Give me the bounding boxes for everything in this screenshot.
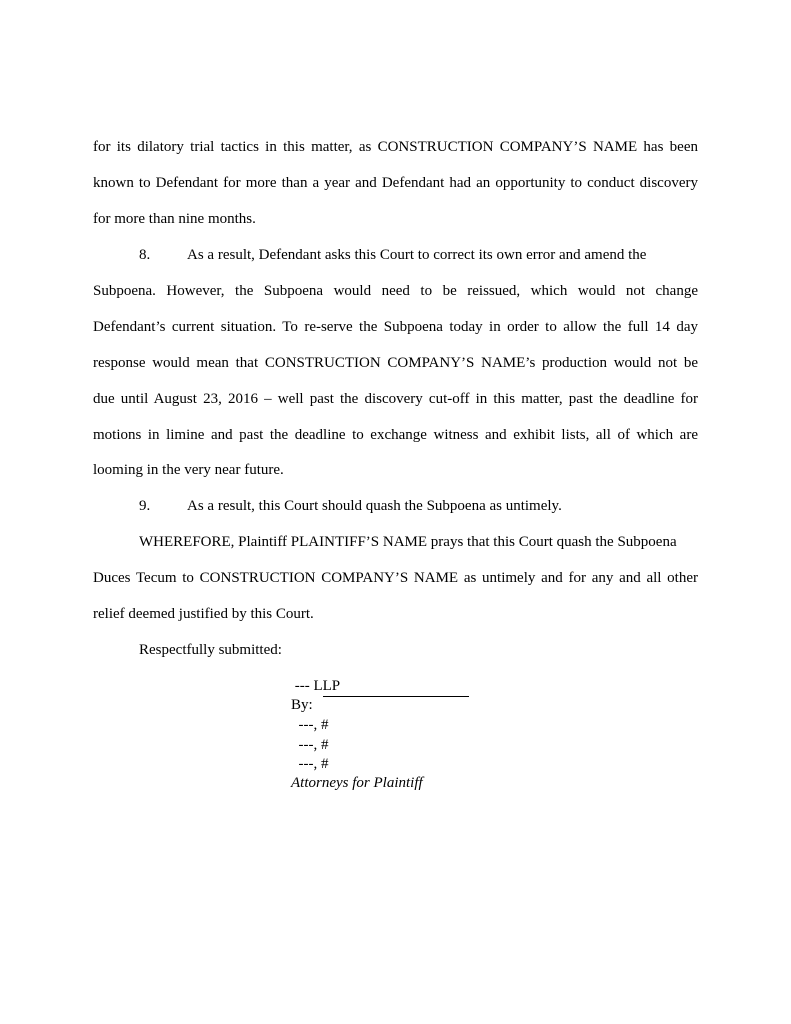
body-text-line: looming in the very near future. bbox=[93, 462, 284, 478]
body-text-line: Defendant’s current situation. To re-serve the Subpoena today in order to allow the full 14 day bbox=[93, 319, 698, 335]
closing-text: Respectfully submitted: bbox=[139, 642, 282, 658]
paragraph-first-line: As a result, Defendant asks this Court to correct its own error and amend the bbox=[187, 247, 647, 263]
signature-entry: ---, # bbox=[291, 756, 329, 772]
body-text-line: relief deemed justified by this Court. bbox=[93, 606, 314, 622]
body-text-line: for its dilatory trial tactics in this matter, as CONSTRUCTION COMPANY’S NAME has been bbox=[93, 139, 698, 155]
body-text-line: motions in limine and past the deadline to exchange witness and exhibit lists, all of which are bbox=[93, 427, 698, 443]
body-text-line: Subpoena. However, the Subpoena would need to be reissued, which would not change bbox=[93, 283, 698, 299]
wherefore-first-line: WHEREFORE, Plaintiff PLAINTIFF’S NAME prays that this Court quash the Subpoena bbox=[139, 534, 677, 550]
body-text-line: for more than nine months. bbox=[93, 211, 256, 227]
signature-firm: --- LLP bbox=[291, 678, 341, 694]
paragraph-first-line: As a result, this Court should quash the Subpoena as untimely. bbox=[187, 498, 562, 514]
body-text-line: response would mean that CONSTRUCTION COMPANY’S NAME’s production would not be bbox=[93, 355, 698, 371]
body-text-line: Duces Tecum to CONSTRUCTION COMPANY’S NAME as untimely and for any and all other bbox=[93, 570, 698, 586]
body-text-line: due until August 23, 2016 – well past the discovery cut-off in this matter, past the deadline for bbox=[93, 391, 698, 407]
signature-role: Attorneys for Plaintiff bbox=[291, 775, 423, 791]
signature-entry: ---, # bbox=[291, 737, 329, 753]
body-text-line: known to Defendant for more than a year and Defendant had an opportunity to conduct discovery bbox=[93, 175, 698, 191]
signature-entry: ---, # bbox=[291, 717, 329, 733]
paragraph-number: 8. bbox=[139, 247, 151, 263]
signature-by-label: By: bbox=[291, 697, 313, 713]
signature-line bbox=[323, 696, 469, 697]
paragraph-number: 9. bbox=[139, 498, 151, 514]
